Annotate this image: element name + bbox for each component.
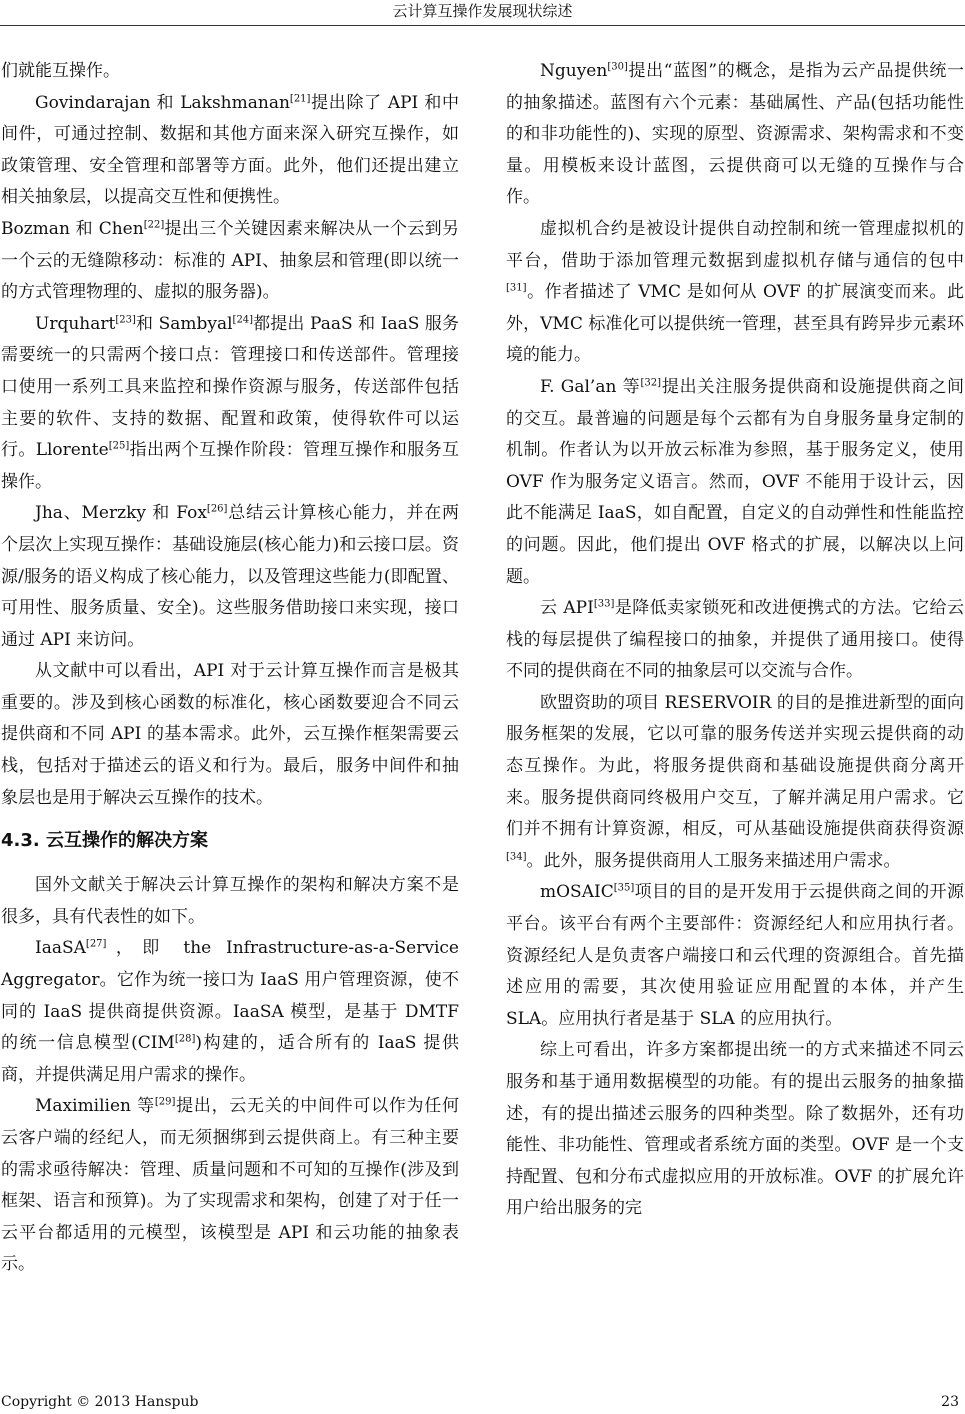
paragraph-text: 欧盟资助的项目 RESERVOIR 的目的是推进新型的面向服务框架的发展，它以可靠的服务传送并实现云提供商的动态互操作。为此，将服务提供商和基础设施提供商分离开来。服务提供商同终极用户交互，了解并满足用户需求。它们并不拥有计算资源，相反，可从基础设施提供商获得资源 xyxy=(506,692,964,840)
paragraph-text: 和 Sambyal xyxy=(135,313,233,334)
paragraph-text: 提出三个关键因素来解决从一个云到另一个云的无缝隙移动：标准的 API、抽象层和管理(即以统一的方式管理物理的、虚拟的服务器)。 xyxy=(1,218,459,303)
paragraph xyxy=(506,56,964,214)
paragraph-text: 提出“蓝图”的概念，是指为云产品提供统一的抽象描述。蓝图有六个元素：基础属性、产品(包括功能性的和非功能性的)、实现的原型、资源需求、架构需求和不变量。用模板来设计蓝图，云提供商可以无缝的互操作与合作。 xyxy=(506,61,964,208)
paragraph-text: )构建的，适合所有的 IaaS 提供商，并提供满足用户需求的操作。 xyxy=(1,1033,460,1085)
paragraph-text: mOSAIC xyxy=(540,882,614,903)
citation-reference: [33] xyxy=(593,598,615,610)
paragraph-text: 项目的目的是开发用于云提供商之间的开源平台。该平台有两个主要部件：资源经纪人和应用执行者。资源经纪人是负责客户端接口和云代理的资源组合。首先描述应用的需要，其次使用验证应用配置的本体，并产生 SLA。应用执行者是基于 SLA 的应用执行。 xyxy=(506,882,964,1029)
left-text-column xyxy=(1,56,459,1281)
header-divider xyxy=(0,25,965,26)
paragraph-text: Bozman 和 Chen xyxy=(1,218,144,239)
running-header-title: 云计算互操作发展现状综述 xyxy=(392,2,573,20)
paragraph-text: 们就能互操作。 xyxy=(1,61,120,81)
citation-reference: [29] xyxy=(154,1096,176,1108)
paragraph-text: 从文献中可以看出，API 对于云计算互操作而言是极其重要的。涉及到核心函数的标准化，核心函数要迎合不同云提供商和不同 API 的基本需求。此外，云互操作框架需要云栈，包括对于描述云的语义和行为。最后，服务中间件和抽象层也是用于解决云互操作的技术。 xyxy=(1,661,459,808)
paragraph xyxy=(506,688,964,878)
citation-reference: [25] xyxy=(108,440,130,452)
paragraph xyxy=(506,372,964,593)
paragraph-text: 。此外，服务提供商用人工服务来描述用户需求。 xyxy=(526,850,901,871)
paragraph-text: Maximilien 等 xyxy=(35,1096,155,1117)
page-number: 23 xyxy=(941,1394,959,1410)
paragraph-text: Govindarajan 和 Lakshmanan xyxy=(35,92,290,113)
citation-reference: [27] xyxy=(85,938,107,950)
citation-reference: [34] xyxy=(506,851,527,863)
paragraph-text: IaaSA xyxy=(35,938,86,959)
paragraph-text: 指出两个互操作阶段：管理互操作和服务互操作。 xyxy=(1,440,459,492)
paragraph-text: 提出关注服务提供商和设施提供商之间的交互。最普遍的问题是每个云都有为自身服务量身定制的机制。作者认为以开放云标准为参照，基于服务定义，使用 OVF 作为服务定义语言。然而，OVF 不能用于设计云，因此不能满足 IaaS，如自配置，自定义的自动弹性和性能监控的问题。因此，他们提出 OVF 格式的扩展，以解决以上问题。 xyxy=(506,376,965,587)
paragraph xyxy=(506,1035,964,1225)
section-heading: 4.3. 云互操作的解决方案 xyxy=(1,830,208,852)
footer-copyright: Copyright © 2013 Hanspub xyxy=(1,1394,199,1410)
paragraph xyxy=(1,214,459,309)
paragraph-text: ，即 the Infrastructure-as-a-Service Aggregator。它作为统一接口为 IaaS 用户管理资源，使不同的 IaaS 提供商提供资源。IaaSA 模型，是基于 DMTF 的统一信息模型(CIM xyxy=(1,938,459,1054)
paragraph xyxy=(506,214,964,372)
page-footer xyxy=(0,1392,965,1412)
paragraph-text: 虚拟机合约是被设计提供自动控制和统一管理虚拟机的平台，借助于添加管理元数据到虚拟机存储与通信的包中 xyxy=(506,218,964,271)
paragraph-text: 都提出 PaaS 和 IaaS 服务需要统一的只需两个接口点：管理接口和传送部件。管理接口使用一系列工具来监控和操作资源与服务，传送部件包括主要的软件、支持的数据、配置和政策，使得软件可以运行。Llorente xyxy=(1,313,459,461)
paragraph-text: F. Gal’an 等 xyxy=(540,376,641,397)
citation-reference: [22] xyxy=(143,219,165,231)
paragraph-text: 。作者描述了 VMC 是如何从 OVF 的扩展演变而来。此外，VMC 标准化可以提供统一管理，甚至具有跨异步元素环境的能力。 xyxy=(506,282,964,366)
paragraph xyxy=(1,56,459,88)
citation-reference: [24] xyxy=(232,314,254,326)
paragraph xyxy=(1,656,459,814)
citation-reference: [28] xyxy=(174,1033,196,1045)
paragraph-text: 是降低卖家锁死和改进便携式的方法。它给云栈的每层提供了编程接口的抽象，并提供了通用接口。使得不同的提供商在不同的抽象层可以交流与合作。 xyxy=(506,598,965,682)
citation-reference: [31] xyxy=(506,282,527,294)
paragraph xyxy=(1,88,459,214)
paragraph-text: 国外文献关于解决云计算互操作的架构和解决方案不是很多，具有代表性的如下。 xyxy=(1,875,459,927)
paragraph xyxy=(1,870,459,933)
citation-reference: [23] xyxy=(115,314,136,326)
paragraph-text: Nguyen xyxy=(540,61,608,81)
paragraph xyxy=(506,877,964,1035)
paragraph-text: 综上可看出，许多方案都提出统一的方式来描述不同云服务和基于通用数据模型的功能。有的提出云服务的抽象描述，有的提出描述云服务的四种类型。除了数据外，还有功能性、非功能性、管理或者系统方面的类型。OVF 是一个支持配置、包和分布式虚拟应用的开放标准。OVF 的扩展允许用户给出服务的完 xyxy=(506,1040,964,1219)
paragraph-text: 提出除了 API 和中间件，可通过控制、数据和其他方面来深入研究互操作，如政策管理、安全管理和部署等方面。此外，他们还提出建立相关抽象层，以提高交互性和便携性。 xyxy=(1,92,459,208)
right-text-column xyxy=(506,56,964,1225)
paragraph-text: Urquhart xyxy=(35,313,116,334)
paragraph xyxy=(1,498,459,656)
citation-reference: [21] xyxy=(289,92,311,104)
citation-reference: [30] xyxy=(607,61,628,73)
citation-reference: [32] xyxy=(640,377,662,389)
paragraph xyxy=(1,933,459,1091)
running-header xyxy=(0,0,965,22)
paragraph-text: 提出，云无关的中间件可以作为任何云客户端的经纪人，而无须捆绑到云提供商上。有三种主要的需求亟待解决：管理、质量问题和不可知的互操作(涉及到框架、语言和预算)。为了实现需求和架构，创建了对于任一云平台都适用的元模型，该模型是 API 和云功能的抽象表示。 xyxy=(1,1096,460,1275)
paragraph-text: 总结云计算核心能力，并在两个层次上实现互操作：基础设施层(核心能力)和云接口层。资源/服务的语义构成了核心能力，以及管理这些能力(即配置、可用性、服务质量、安全)。这些服务借助接口来实现，接口通过 API 来访问。 xyxy=(1,503,460,650)
paragraph-text: Jha、Merzky 和 Fox xyxy=(35,503,207,524)
paragraph xyxy=(506,593,964,688)
paragraph-text: 云 API xyxy=(540,598,594,619)
paragraph xyxy=(1,309,459,499)
paragraph xyxy=(1,1091,459,1281)
citation-reference: [35] xyxy=(613,882,635,894)
citation-reference: [26] xyxy=(206,503,228,515)
